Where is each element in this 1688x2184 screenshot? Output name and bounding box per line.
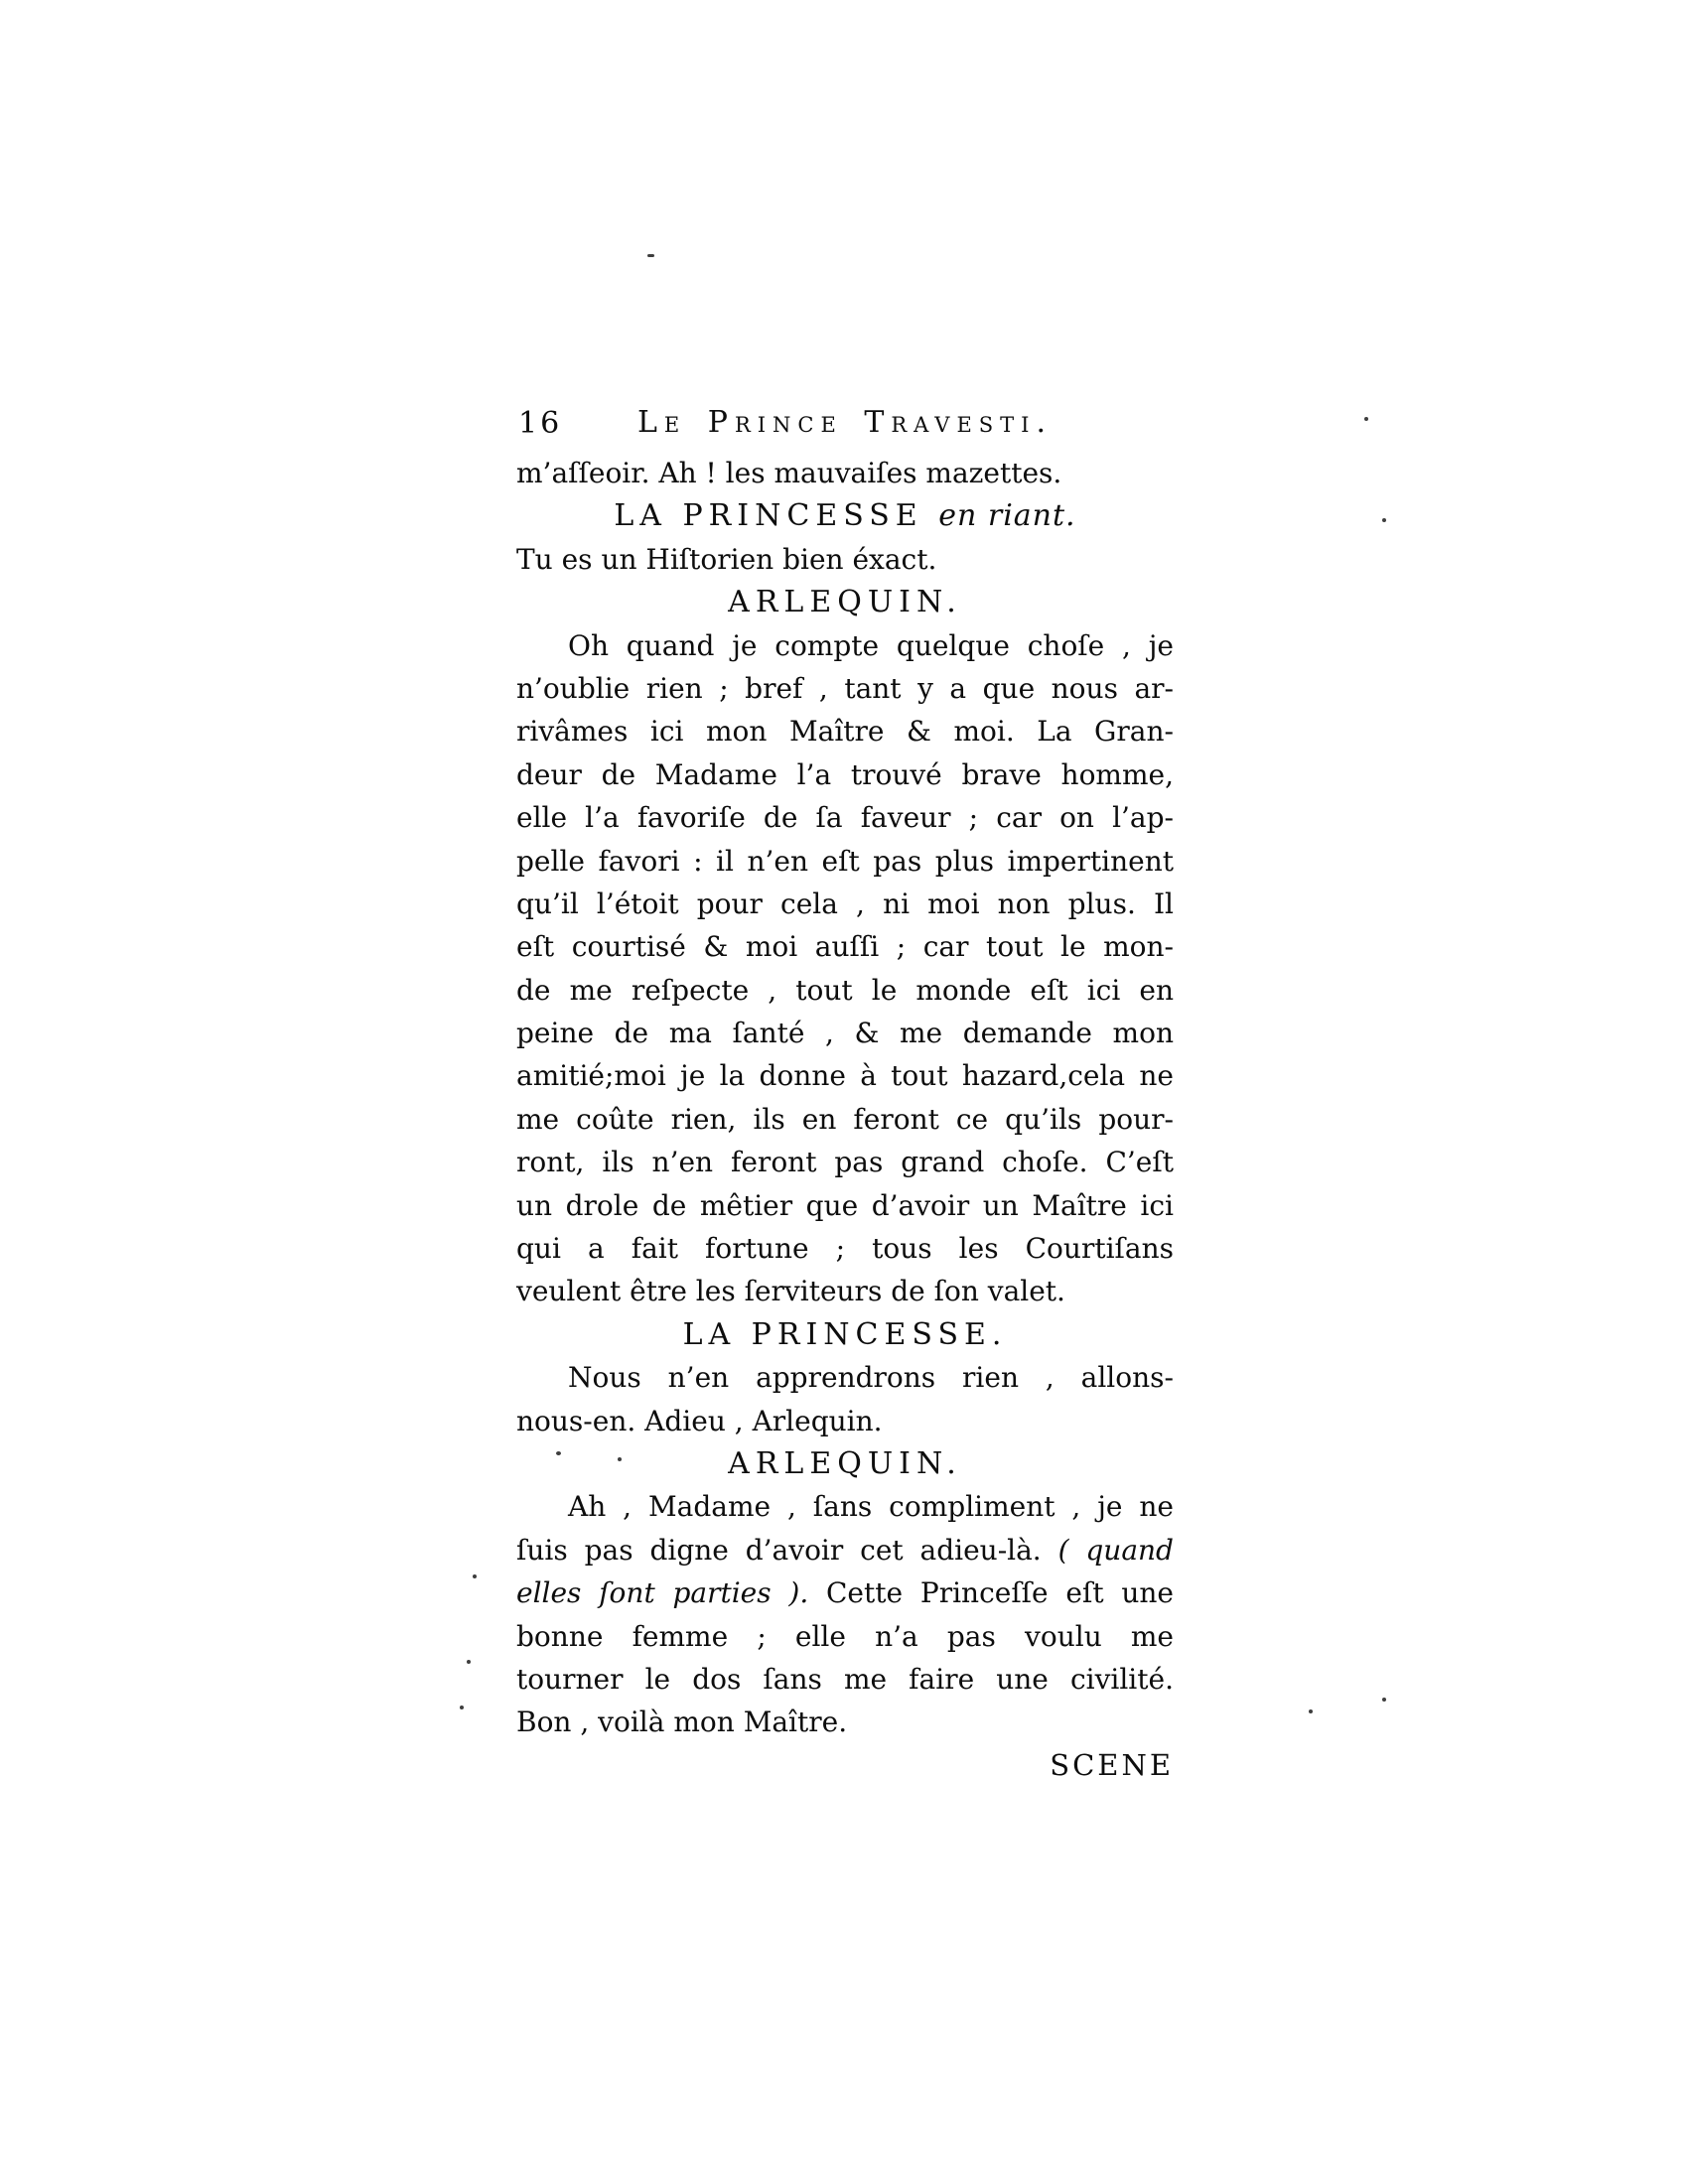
text-line <box>516 1012 1174 1054</box>
speaker-heading <box>516 494 1174 537</box>
text-segment: Ah , Madame , ſans compliment , je ne <box>568 1490 1174 1524</box>
ink-speck <box>1364 417 1368 421</box>
text-line <box>516 538 1174 581</box>
text-segment: de me reſpecte , tout le monde eſt ici en <box>516 973 1174 1007</box>
text-segment: n’oublie rien ; bref , tant y a que nous ar- <box>516 671 1174 705</box>
text-segment: pelle favori : il n’en eſt pas plus impertinent <box>516 844 1174 878</box>
text-line <box>516 1571 1174 1614</box>
text-segment: rivâmes ici mon Maître & moi. La Gran- <box>516 715 1174 749</box>
text-line <box>516 624 1174 667</box>
running-title: Le Prince Travesti. <box>636 405 1054 440</box>
text-line <box>516 1529 1174 1571</box>
text-segment: ( quand <box>1057 1533 1174 1567</box>
text-line <box>516 1098 1174 1141</box>
text-line <box>516 925 1174 968</box>
text-lines <box>516 452 1174 1744</box>
text-segment: Cette Princeſſe eſt une <box>808 1576 1174 1610</box>
text-line <box>516 1184 1174 1227</box>
text-segment: qui a fait fortune ; tous les Courtiſans <box>516 1232 1174 1266</box>
text-segment: qu’il l’étoit pour cela , ni moi non plus. Il <box>516 887 1174 920</box>
text-segment: Bon , voilà mon Maître. <box>516 1706 848 1739</box>
text-segment: nous-en. Adieu , Arlequin. <box>516 1404 883 1437</box>
text-line <box>516 1400 1174 1442</box>
text-segment: amitié;moi je la donne à tout hazard,cela ne <box>516 1059 1174 1093</box>
text-segment: un drole de mêtier que d’avoir un Maître ici <box>516 1188 1174 1222</box>
page-number: 16 <box>518 406 563 441</box>
text-segment: elle l’a favoriſe de ſa faveur ; car on l’ap- <box>516 801 1174 835</box>
text-segment: Nous n’en apprendrons rien , allons- <box>568 1361 1174 1395</box>
speaker-heading <box>516 1313 1174 1356</box>
text-segment: en riant. <box>938 498 1076 534</box>
ink-speck <box>647 254 654 257</box>
speaker-heading <box>516 1442 1174 1485</box>
text-line <box>516 840 1174 883</box>
speaker-heading <box>516 581 1174 623</box>
text-segment: LA PRINCESSE <box>614 498 939 534</box>
ink-speck <box>467 1660 471 1664</box>
text-line <box>516 1658 1174 1701</box>
text-line <box>516 1356 1174 1399</box>
text-segment: m’aſſeoir. Ah ! les mauvaiſes mazettes. <box>516 457 1062 489</box>
running-header <box>516 405 1174 452</box>
text-line <box>516 1485 1174 1528</box>
text-segment: veulent être les ſerviteurs de ſon valet. <box>516 1275 1065 1308</box>
text-line <box>516 753 1174 796</box>
ink-speck <box>460 1706 464 1709</box>
catchword: SCENE <box>1050 1747 1174 1782</box>
text-block <box>516 405 1174 1787</box>
text-line <box>516 883 1174 925</box>
text-segment: ront, ils n’en feront pas grand choſe. C’eſt <box>516 1146 1174 1179</box>
text-line <box>516 969 1174 1012</box>
text-line <box>516 1701 1174 1743</box>
ink-speck <box>473 1574 477 1578</box>
text-segment: me coûte rien, ils en feront ce qu’ils pour- <box>516 1102 1174 1136</box>
ink-speck <box>1382 518 1386 522</box>
text-segment: tourner le dos ſans me faire une civilité. <box>516 1662 1174 1696</box>
ink-speck <box>1309 1709 1313 1713</box>
text-segment: ARLEQUIN. <box>728 1445 962 1481</box>
text-line <box>516 1615 1174 1658</box>
text-segment: elles ſont parties ). <box>516 1576 809 1610</box>
text-line <box>516 710 1174 752</box>
text-segment: ſuis pas digne d’avoir cet adieu-là. <box>516 1533 1058 1567</box>
text-line <box>516 452 1174 494</box>
text-line <box>516 1141 1174 1183</box>
text-segment: ARLEQUIN. <box>728 585 962 620</box>
text-line <box>516 1227 1174 1270</box>
text-line <box>516 1054 1174 1097</box>
text-line <box>516 1270 1174 1312</box>
text-segment: peine de ma ſanté , & me demande mon <box>516 1017 1174 1050</box>
text-line <box>516 667 1174 710</box>
text-segment: LA PRINCESSE. <box>682 1316 1008 1352</box>
text-line <box>516 796 1174 839</box>
text-segment: bonne femme ; elle n’a pas voulu me <box>516 1619 1174 1653</box>
ink-speck <box>556 1451 561 1455</box>
text-segment: eſt courtisé & moi auſſi ; car tout le mon- <box>516 930 1174 964</box>
text-segment: Tu es un Hiſtorien bien éxact. <box>516 542 937 576</box>
ink-speck <box>618 1457 622 1461</box>
ink-speck <box>1382 1698 1386 1702</box>
text-segment: deur de Madame l’a trouvé brave homme, <box>516 757 1174 791</box>
text-segment: Oh quand je compte quelque choſe , je <box>568 628 1174 662</box>
